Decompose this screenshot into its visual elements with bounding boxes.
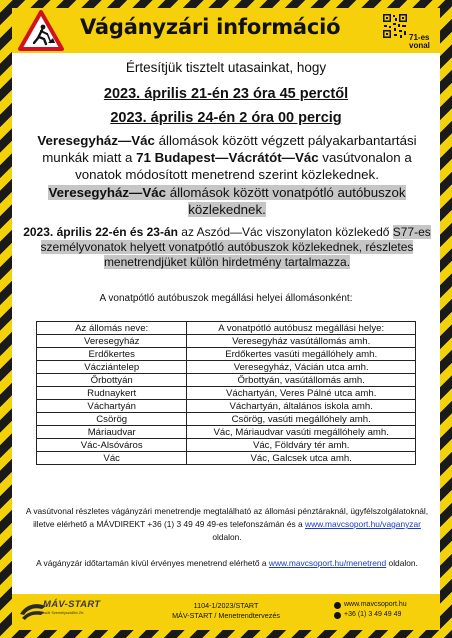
station-name: Erdőkertes: [37, 348, 187, 361]
page-title: Vágányzári információ: [80, 15, 341, 39]
bus-stop-location: Veresegyház, Vácián utca amh.: [187, 361, 416, 374]
logo-subtitle: Vasúti Személyszállító Zrt.: [40, 611, 85, 615]
poster-footer: [12, 594, 440, 630]
closure-start-date: 2023. április 21-én 23 óra 45 perctől: [103, 86, 349, 102]
paragraph-text: vasútvonalon a vonatok módosított menetrend szerint közlekednek.: [75, 150, 412, 182]
bus-stop-location: Vác, Máriaudvar vasúti megállóhely amh.: [187, 426, 416, 439]
issuing-department: MÁV-START / Menetrendtervezés: [172, 611, 280, 620]
closure-end-date: 2023. április 24-én 2 óra 00 percig: [110, 110, 342, 126]
bus-stop-location: Őrbottyán, vasútállomás amh.: [187, 374, 416, 387]
table-row: [37, 387, 416, 400]
station-name: Rudnaykert: [37, 387, 187, 400]
table-row: [37, 426, 416, 439]
bus-stop-location: Csörög, vasúti megállóhely amh.: [187, 413, 416, 426]
document-reference: [142, 601, 310, 621]
weekend-dates: 2023. április 22-én és 23-án: [23, 225, 178, 239]
column-header-station: Az állomás neve:: [37, 322, 187, 335]
table-row: [37, 335, 416, 348]
qr-code-icon[interactable]: [382, 13, 408, 39]
station-name: Vácziántelep: [37, 361, 187, 374]
station-name: Csörög: [37, 413, 187, 426]
website-text[interactable]: www.mavcsoport.hu: [344, 601, 407, 608]
table-row: [37, 361, 416, 374]
globe-icon: [334, 602, 341, 609]
bus-stop-location: Veresegyház vasútállomás amh.: [187, 335, 416, 348]
table-row: [37, 452, 416, 465]
paragraph-text-highlighted: S77-es személyvonatok helyett vonatpótló autóbuszok közlekednek, részletes menetrendjüket külön hirdetmény tartalmazza.: [40, 225, 431, 269]
bus-stop-location: Vác, Földváry tér amh.: [187, 439, 416, 452]
regular-timetable-note: [18, 557, 436, 570]
replacement-bus-paragraph: [18, 184, 436, 218]
table-header-row: [37, 322, 416, 335]
bus-stop-location: Váchartyán, általános iskola amh.: [187, 400, 416, 413]
table-row: [37, 348, 416, 361]
table-caption: A vonatpótló autóbuszok megállási helyei állomásonként:: [99, 293, 353, 304]
section-name: Veresegyház—Vác: [37, 133, 155, 148]
station-name: Őrbottyán: [37, 374, 187, 387]
note-text: oldalon.: [386, 558, 418, 568]
phone-icon: [334, 612, 341, 619]
line-number-label: 71-es vonal: [409, 33, 430, 50]
table-row: [37, 374, 416, 387]
bus-stops-table: [36, 321, 416, 465]
table-row: [37, 439, 416, 452]
notice-body: [12, 53, 440, 594]
phone-text: +36 (1) 3 49 49 49: [344, 611, 402, 618]
contact-info: [334, 600, 434, 620]
table-row: [37, 400, 416, 413]
document-number: 1104-1/2023/START: [193, 601, 259, 610]
closure-reason-paragraph: [18, 132, 436, 183]
bus-stop-location: Erdőkertes vasúti megállóhely amh.: [187, 348, 416, 361]
timetable-info-note: [18, 505, 436, 544]
station-name: Vác: [37, 452, 187, 465]
table-row: [37, 413, 416, 426]
roadworks-warning-icon: [18, 10, 64, 51]
bus-stop-location: Vác, Galcsek utca amh.: [187, 452, 416, 465]
station-name: Veresegyház: [37, 335, 187, 348]
poster-header: [12, 8, 440, 53]
paragraph-text: állomások között végzett pályakarbantartási munkák miatt a: [42, 133, 417, 165]
section-name: Veresegyház—Vác: [48, 185, 167, 200]
station-name: Váchartyán: [37, 400, 187, 413]
paragraph-text: az Aszód—Vác viszonylaton közlekedő: [177, 225, 393, 239]
menetrend-link[interactable]: www.mavcsoport.hu/menetrend: [268, 558, 387, 568]
column-header-bus-stop: A vonatpótló autóbusz megállási helye:: [187, 322, 416, 335]
bus-stop-location: Váchartyán, Veres Pálné utca amh.: [187, 387, 416, 400]
line-name: 71 Budapest—Vácrátót—Vác: [136, 150, 319, 165]
vaganyzar-link[interactable]: www.mavcsoport.hu/vaganyzar: [305, 519, 421, 529]
station-name: Máriaudvar: [37, 426, 187, 439]
intro-text: Értesítjük tisztelt utasainkat, hogy: [125, 60, 327, 75]
note-text: oldalon.: [212, 532, 242, 542]
note-text: A vasútvonal részletes vágányzári menetrendje megtalálható az állomási pénztáraknál, ügyfélszolgálatoknál, illetve elérhető a MÁVDIREKT +36 (1) 3 49 49 49-es telefonszámán és a: [25, 506, 429, 529]
station-name: Vác-Alsóváros: [37, 439, 187, 452]
s77-notice-paragraph: [18, 225, 436, 270]
note-text: A vágányzár időtartamán kívül érvényes menetrend elérhető a: [36, 558, 269, 568]
paragraph-text: állomások között vonatpótló autóbuszok közlekednek.: [166, 185, 406, 217]
logo-wordmark: MÁV-START: [43, 599, 101, 610]
